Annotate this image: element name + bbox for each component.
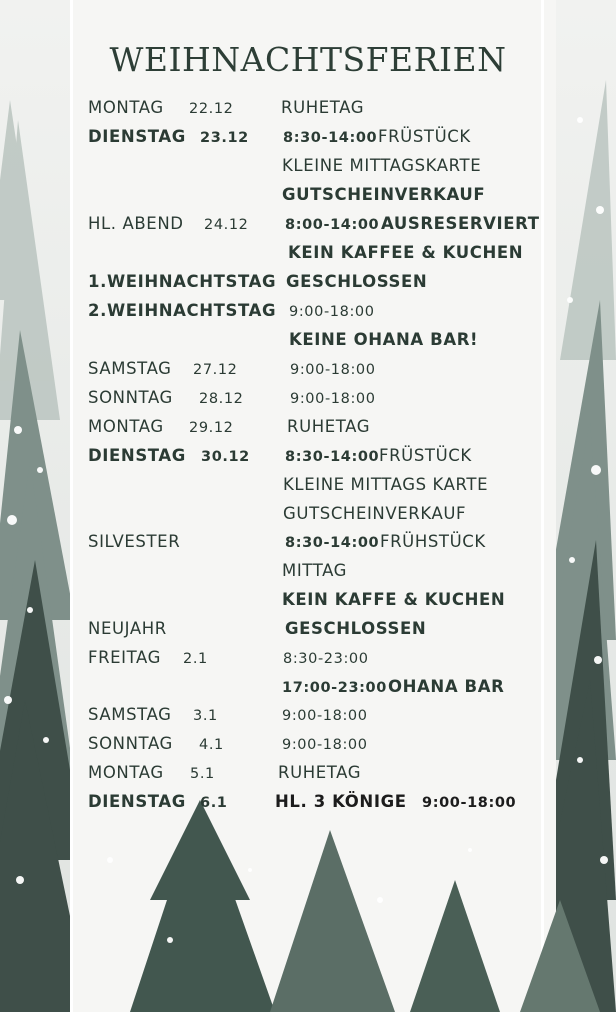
page-title: WEIHNACHTSFERIEN	[109, 40, 507, 79]
date-label: 5.1	[190, 766, 215, 782]
day-label: 1.WEIHNACHTSTAG	[88, 272, 277, 291]
date-label: 24.12	[204, 217, 249, 233]
time-label: 8:30-14:00	[285, 535, 380, 551]
date-label: 6.1	[200, 795, 228, 811]
date-label: 4.1	[199, 737, 224, 753]
time-label: 8:30-23:00	[283, 651, 369, 667]
date-label: 23.12	[200, 130, 249, 146]
info-text: GESCHLOSSEN	[286, 272, 428, 291]
info-text: FRÜSTÜCK	[378, 127, 471, 146]
day-label: MONTAG	[88, 417, 164, 436]
info-text: RUHETAG	[287, 417, 371, 436]
day-label: SONNTAG	[88, 734, 173, 753]
time-label: 9:00-18:00	[282, 708, 368, 724]
date-label: 3.1	[193, 708, 218, 724]
info-text: KEIN KAFFEE & KUCHEN	[288, 243, 524, 262]
day-label: FREITAG	[88, 648, 162, 667]
time-label: 17:00-23:00	[282, 680, 387, 696]
info-text: KEIN KAFFE & KUCHEN	[282, 590, 506, 609]
day-label: DIENSTAG	[88, 127, 186, 146]
date-label: 22.12	[189, 101, 234, 117]
date-label: 30.12	[201, 449, 250, 465]
day-label: DIENSTAG	[88, 446, 186, 465]
time-label: 8:00-14:00	[285, 217, 380, 233]
info-text: GUTSCHEINVERKAUF	[283, 504, 467, 523]
day-label: HL. ABEND	[88, 214, 184, 233]
info-text: GESCHLOSSEN	[285, 619, 427, 638]
day-label: SILVESTER	[88, 532, 181, 551]
day-label: DIENSTAG	[88, 792, 186, 811]
time-label: 8:30-14:00	[285, 449, 380, 465]
info-text: GUTSCHEINVERKAUF	[282, 185, 486, 204]
info-text: KLEINE MITTAGS KARTE	[283, 475, 489, 494]
info-text: KLEINE MITTAGSKARTE	[282, 156, 482, 175]
day-label: MONTAG	[88, 763, 164, 782]
date-label: 29.12	[189, 420, 234, 436]
day-label: 2.WEIHNACHTSTAG	[88, 301, 277, 320]
info-text: RUHETAG	[281, 98, 365, 117]
info-text: AUSRESERVIERT	[381, 214, 540, 233]
day-label: NEUJAHR	[88, 619, 167, 638]
day-label: SAMSTAG	[88, 359, 172, 378]
info-text: MITTAG	[282, 561, 348, 580]
day-label: MONTAG	[88, 98, 164, 117]
date-label: 28.12	[199, 391, 244, 407]
date-label: 27.12	[193, 362, 238, 378]
time-label: 9:00-18:00	[289, 304, 375, 320]
time-label: 8:30-14:00	[283, 130, 378, 146]
time-label: 9:00-18:00	[290, 391, 376, 407]
info-text: RUHETAG	[278, 763, 362, 782]
time-label: 9:00-18:00	[282, 737, 368, 753]
day-label: SONNTAG	[88, 388, 173, 407]
time-label: 9:00-18:00	[290, 362, 376, 378]
info-text: KEINE OHANA BAR!	[289, 330, 479, 349]
info-text: FRÜHSTÜCK	[380, 532, 486, 551]
info-text: HL. 3 KÖNIGE	[275, 792, 407, 811]
time-label: 9:00-18:00	[422, 795, 517, 811]
info-text: OHANA BAR	[388, 677, 505, 696]
day-label: SAMSTAG	[88, 705, 172, 724]
info-text: FRÜSTÜCK	[379, 446, 472, 465]
date-label: 2.1	[183, 651, 208, 667]
